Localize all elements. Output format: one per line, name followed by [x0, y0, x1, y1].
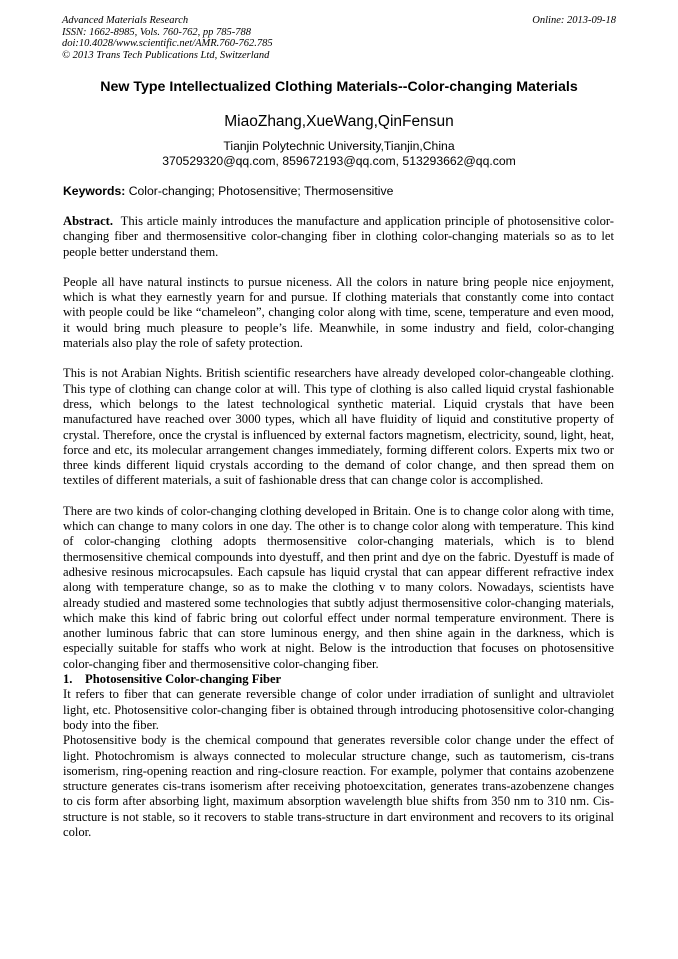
journal-name: Advanced Materials Research	[62, 15, 189, 26]
section-title: Photosensitive Color-changing Fiber	[85, 672, 282, 687]
online-date: Online: 2013-09-18	[532, 15, 616, 26]
body-paragraph-2: This is not Arabian Nights. British scientific researchers have already developed color-changeable clothing. This type of clothing can change color at will. This type of clothing is also called liquid crystal fashionable dress, which belongs to the latest technological synthetic material. Liquid crystals that have been manufactured have reached over 3000 types, which all have fluidity of liquid and constitutive property of crystal. Therefore, once the crystal is influenced by external factors magnetism, electricity, sound, light, heat, force and etc, its molecular arrangement changes immediately, forming different colors. Experts mix two or three kinds different liquid crystals according to the demand of color change, and then spread them on textiles of different materials, a suit of fashionable dress that can change color is accomplished.	[63, 366, 614, 488]
email-list: 370529320@qq.com, 859672193@qq.com, 513293662@qq.com	[162, 154, 516, 168]
body-paragraph-3: There are two kinds of color-changing clothing developed in Britain. One is to change color along with time, which can change to many colors in one day. The other is to change color along with temperature. This kind of color-changing clothing adopts thermosensitive color-changing materials, which is to blend thermosensitive chemical compounds into dyestuff, and then print and dye on the fabric. Dyestuff is made of adhesive resinous microcapsules. Each capsule has liquid crystal that can appear different refractive index along with temperature change, so as to make the clothing v to many colors. Nowadays, scientists have already studied and mastered some technologies that subtly adjust thermosensitive color-changing materials, which make this kind of fabric bring out colorful effect under normal temperature environment. There is another luminous fabric that can store luminous energy, and then shine again in the darkness, which is especially suitable for staffs who work at night. Below is the introduction that focuses on photosensitive color-changing fiber and thermosensitive color-changing fiber.	[63, 503, 614, 671]
paper-body	[63, 214, 614, 840]
keywords-text: Color-changing; Photosensitive; Thermosensitive	[128, 184, 394, 198]
section-paragraph-2: Photosensitive body is the chemical compound that generates reversible color change under the effect of light. Photochromism is always connected to molecular structure change, such as tautomerism, cis-trans isomerism, ring-opening reaction and ring-closure reaction. For example, polymer that contains azobenzene structure generates cis-trans isomerism after receiving photoexcitation, generates trans-azobenzene changes to cis form after absorbing light, maximum absorption wavelength blue shifts from 350 nm to 310 nm. Cis-structure is not stable, so it recovers to stable trans-structure in dart environment and recovers to its original color.	[63, 733, 614, 839]
section-paragraph-1: It refers to fiber that can generate reversible change of color under irradiation of sunlight and ultraviolet light, etc. Photosensitive color-changing fiber is obtained through introducing photosensitive color-changing body into the fiber.	[63, 687, 614, 732]
abstract-label: Abstract.	[63, 214, 114, 228]
doi-line: doi:10.4028/www.scientific.net/AMR.760-762.785	[62, 38, 273, 49]
copyright-line: © 2013 Trans Tech Publications Ltd, Switzerland	[62, 49, 270, 61]
section-number: 1.	[63, 672, 73, 687]
body-paragraph-1: People all have natural instincts to pursue niceness. All the colors in nature bring people nice enjoyment, which is what they earnestly yearn for and pursue. If clothing materials that constantly come into contact with people could be like “chameleon”, changing color along with time, scene, temperature and even mood, it would bring much pleasure to people’s life. Meanwhile, in some industry and field, color-changing materials also play the role of safety protection.	[63, 274, 614, 351]
issn-line: ISSN: 1662-8985, Vols. 760-762, pp 785-788	[62, 26, 251, 38]
affiliation-block	[40, 139, 638, 169]
journal-header	[62, 15, 273, 61]
keywords-line	[63, 184, 393, 198]
abstract-paragraph	[63, 214, 614, 260]
abstract-text: This article mainly introduces the manufacture and application principle of photosensitive color-changing fiber and thermosensitive color-changing fiber in clothing color-changing materials so as to let people better understand them.	[63, 214, 615, 259]
affiliation: Tianjin Polytechnic University,Tianjin,China	[223, 139, 455, 153]
paper-title: New Type Intellectualized Clothing Materials--Color-changing Materials	[100, 79, 578, 95]
author-list: MiaoZhang,XueWang,QinFensun	[224, 113, 454, 130]
section-heading	[63, 672, 614, 687]
keywords-label: Keywords:	[63, 184, 126, 198]
